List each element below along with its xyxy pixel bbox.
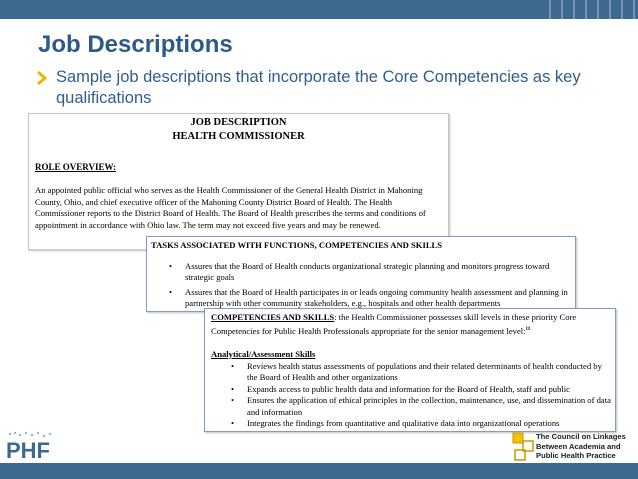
bottom-banner	[0, 463, 638, 479]
role-overview-label: ROLE OVERVIEW	[35, 162, 113, 172]
tasks-list	[163, 261, 571, 313]
list-item	[225, 384, 613, 395]
doc-subtitle: HEALTH COMMISSIONER	[172, 131, 305, 142]
council-line-2: Between Academia and	[536, 441, 621, 451]
council-line-1: The Council on Linkages	[536, 432, 626, 441]
tasks-document	[146, 236, 576, 312]
list-item	[225, 418, 613, 429]
competencies-heading	[211, 312, 611, 337]
council-on-linkages-logo	[511, 432, 633, 462]
slide-title: Job Descriptions	[38, 31, 233, 58]
analytical-skills-heading: Analytical/Assessment Skills	[211, 349, 316, 359]
bullet-icon: •	[169, 286, 173, 297]
tasks-heading: TASKS ASSOCIATED WITH FUNCTIONS, COMPETENCIES AND SKILLS	[151, 240, 443, 250]
list-item-text: Assures that the Board of Health participates in or leads ongoing community health assessment and planning in partnership with other community stakeholders, e.g., hospitals and other health departments	[185, 286, 568, 309]
doc-title: JOB DESCRIPTION	[190, 117, 287, 128]
role-overview-colon: :	[112, 162, 116, 172]
competencies-label: COMPETENCIES AND SKILLS	[211, 312, 335, 322]
competencies-document	[204, 308, 616, 432]
list-item-text: Assures that the Board of Health conducts organizational strategic planning and monitors progress toward strategic goals	[185, 261, 550, 283]
list-item	[225, 361, 613, 384]
list-item-text: Integrates the findings from quantitative and qualitative data into organizational operations	[247, 418, 560, 429]
list-item	[163, 261, 571, 284]
job-description-document	[28, 113, 449, 250]
banner-tick-pattern	[542, 0, 638, 19]
slide-subtitle: Sample job descriptions that incorporate the Core Competencies as key qualifications	[56, 68, 581, 107]
chevron-right-icon	[36, 70, 48, 86]
role-overview-heading	[35, 162, 116, 172]
council-logo-mark	[511, 432, 535, 462]
list-item	[225, 395, 613, 418]
role-overview-text: An appointed public official who serves as the Health Commissioner of the General Health District in Mahoning County, Ohio, and chief executive officer of the Mahoning County District Board of Health. The Health Commissioner reports to the District Board of Health. The Board of Health prescribes the terms and conditions of appointment in accordance with Ohio law. The term may not exceed five years and may be renewed.	[35, 185, 426, 230]
council-logo-text	[536, 432, 636, 461]
bullet-icon: •	[231, 418, 235, 429]
list-item-text: Expands access to public health data and information for the Board of Health, staff and public	[247, 383, 570, 394]
bullet-icon: •	[231, 395, 235, 406]
footnote-marker: iii	[525, 325, 531, 332]
phf-logo-text: PHF	[6, 438, 50, 462]
bullet-icon: •	[231, 361, 235, 371]
list-item-text: Reviews health status assessments of populations and their related determinants of health conducted by the Board of Health and other organizations	[247, 361, 602, 383]
bullet-icon: •	[169, 261, 173, 271]
top-banner	[0, 0, 638, 19]
council-line-3: Public Health Practice	[536, 451, 616, 461]
competencies-text: : the Health Commissioner possesses skill levels in these priority Core Competencies for Public Health Professionals appropriate for the senior management level:	[211, 312, 577, 336]
skills-list	[225, 361, 613, 429]
bullet-icon: •	[231, 383, 235, 394]
list-item-text: Ensures the application of ethical principles in the collection, maintenance, use, and dissemination of data and information	[247, 395, 611, 417]
phf-logo	[4, 428, 62, 462]
list-item	[163, 287, 571, 310]
